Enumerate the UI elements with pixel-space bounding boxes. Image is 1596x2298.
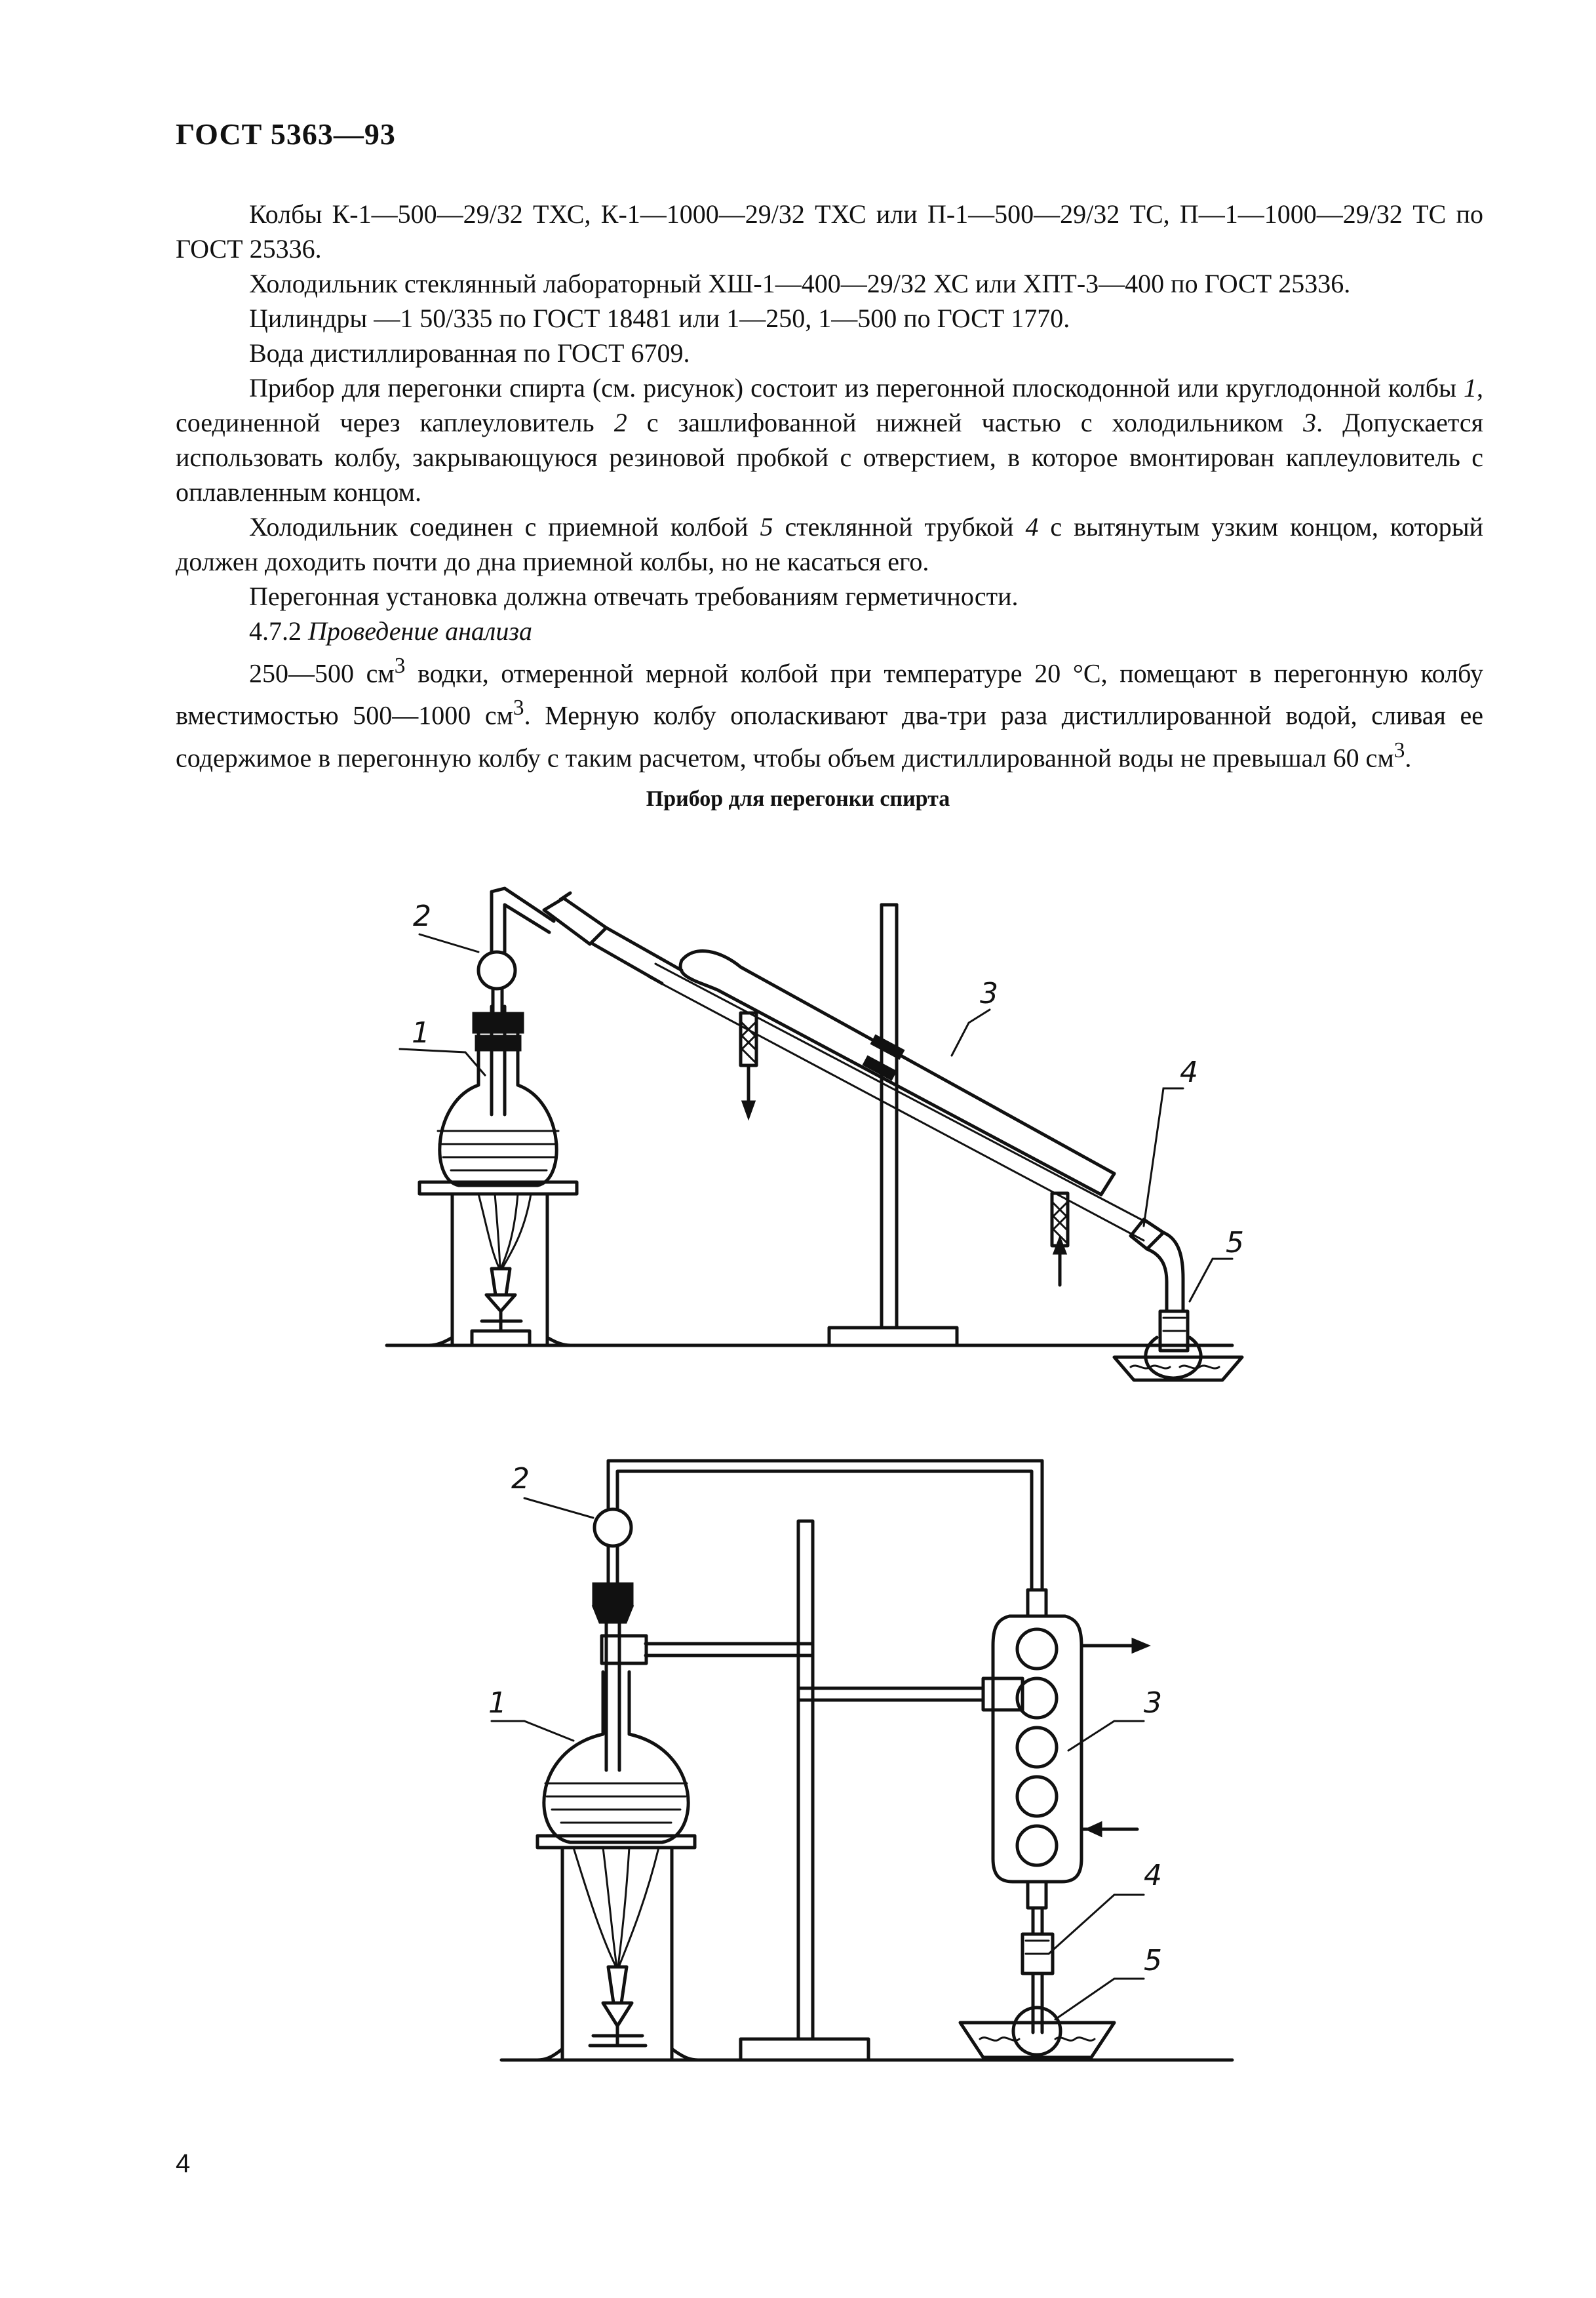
heating-stand-bottom [537,1836,698,2060]
label-bottom-5: 5 [1144,1944,1162,1977]
label-top-5: 5 [1226,1226,1244,1259]
retort-stand-bottom [602,1521,1022,2060]
label-top-4: 4 [1180,1056,1198,1089]
receiver-flask-bottom [960,2008,1114,2057]
paragraph-connection: Холодильник соединен с приемной колбой 5 стеклянной трубкой 4 с вытянутым узким концом, который должен доходить почти до дна приемной колбы, но не касаться его. [176,512,1483,576]
apparatus-bottom [488,1461,1232,2060]
paragraph-apparatus: Прибор для перегонки спирта (см. рисунок) состоит из перегонной плоскодонной или круглодонной колбы 1, соединенной через каплеуловитель 2 с зашлифованной нижней частью с холодильником 3. Допускается использовать колбу, закрывающуюся резиновой пробкой с отверстием, в которое вмонтирован каплеуловитель с оплавленным концом. [176,373,1484,507]
connector-top [544,893,682,983]
paragraph-tightness: Перегонная установка должна отвечать требованиям герметичности. [249,582,1019,611]
label-bottom-2: 2 [511,1462,530,1496]
distillation-flask-bottom [544,1583,688,1842]
adapter-tube-bottom [1022,1908,1053,2032]
paragraph-water: Вода дистиллированная по ГОСТ 6709. [249,338,690,368]
distillation-flask-top [438,1006,558,1185]
leaders-top [400,934,1232,1301]
label-bottom-4: 4 [1144,1859,1162,1892]
section-heading: 4.7.2 Проведение анализа [249,616,532,646]
paragraph-cylinders: Цилиндры —1 50/335 по ГОСТ 18481 или 1—250, 1—500 по ГОСТ 1770. [249,304,1070,333]
paragraph-condenser: Холодильник стеклянный лабораторный ХШ-1—400—29/32 ХС или ХПТ-3—400 по ГОСТ 25336. [249,269,1351,298]
label-top-1: 1 [412,1016,430,1050]
paragraph-flasks: Колбы К-1—500—29/32 ТХС, К-1—1000—29/32 ТХС или П-1—500—29/32 ТС, П—1—1000—29/32 ТС по ГОСТ 25336. [176,199,1483,264]
drop-trap-top [478,888,554,1013]
page-number: 4 [176,2149,191,2178]
label-top-2: 2 [413,900,431,933]
drop-trap-bottom [594,1461,1042,1590]
label-bottom-3: 3 [1144,1686,1162,1720]
adapter-tube-top [1131,1219,1188,1351]
figure-caption: Прибор для перегонки спирта [646,787,950,811]
label-bottom-1: 1 [488,1686,507,1720]
condenser-top [649,951,1154,1285]
retort-stand-top [829,905,957,1345]
label-top-3: 3 [980,977,998,1010]
document-header: ГОСТ 5363—93 [176,117,396,151]
heating-stand-top [419,1182,577,1345]
apparatus-top [387,888,1244,1380]
paragraph-procedure: 250—500 $см^3$ водки, отмеренной мерной колбой при температуре 20 °С, помещают в перегонную колбу вместимостью 500—1000 $см^3$. Мерную колбу ополаскивают два-три раза дистиллированной водой, сливая ее содержимое в перегонную колбу с таким расчетом, чтобы объем дистиллированной воды не превышал 60 $см^3$. [176,654,1483,772]
